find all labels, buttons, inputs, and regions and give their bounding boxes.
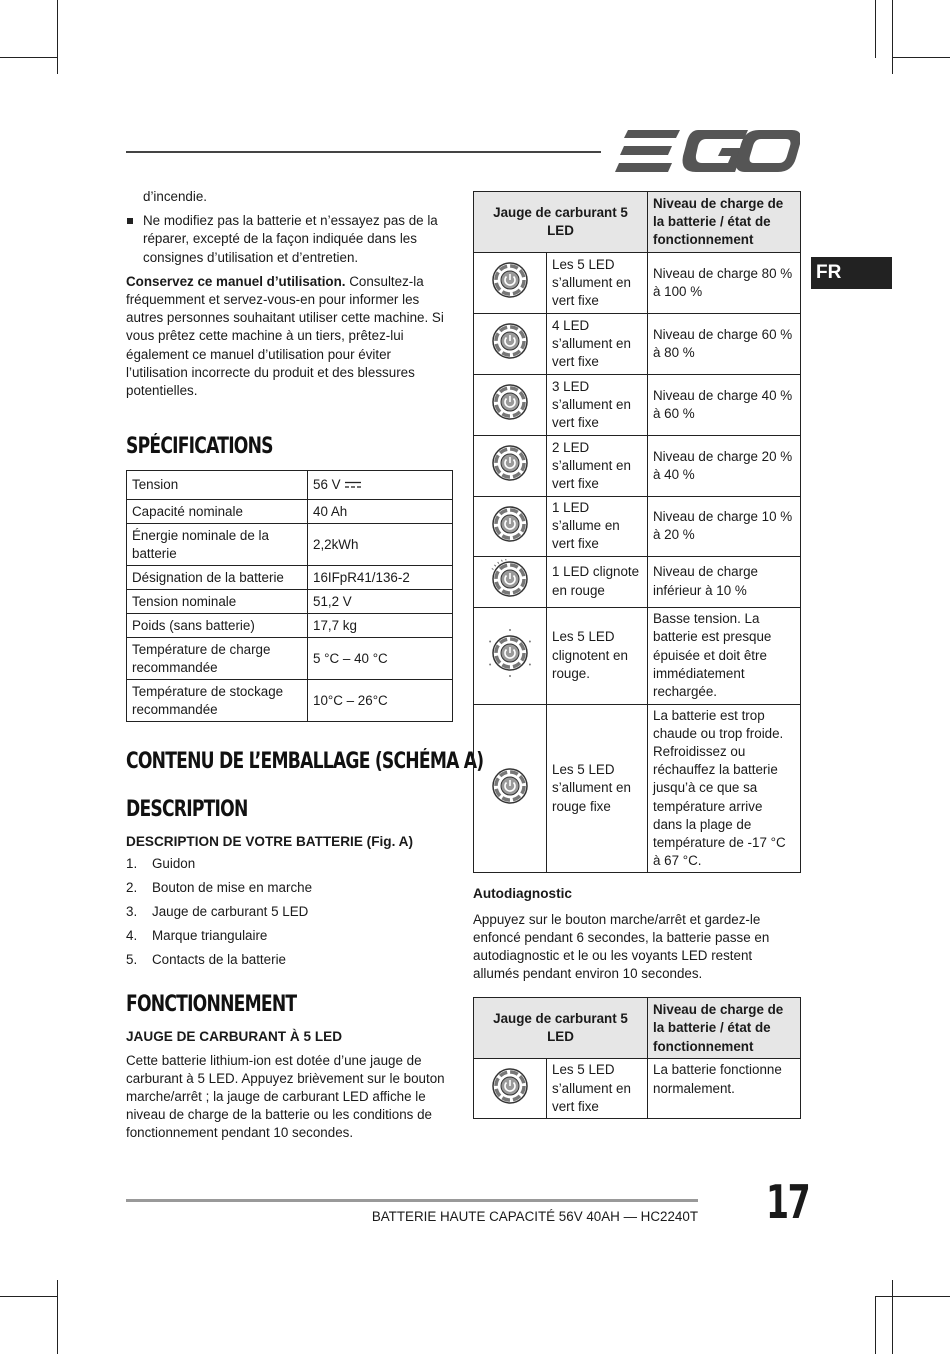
led-icon-cell <box>474 314 547 375</box>
list-item-number: 5. <box>126 952 138 968</box>
crop-mark <box>875 1296 876 1354</box>
self-test-header-gauge: Jauge de carburant 5 LED <box>474 998 648 1059</box>
led-icon-cell <box>474 556 547 607</box>
table-row <box>474 497 801 557</box>
spec-value-text: 51,2 V <box>313 593 352 609</box>
table-row <box>127 566 453 590</box>
led-label: 1 LED s’allume en vert fixe <box>547 497 648 557</box>
led-status: Niveau de charge 40 % à 60 % <box>648 375 801 436</box>
operation-text: Cette batterie lithium-ion est dotée d’une jauge de carburant à 5 LED. Appuyez brièvement sur le bouton marche/arrêt ; la jauge de carburant LED affiche le niveau de charge de la batterie ou les conditions de fonctionnement pendant 10 secondes. <box>126 1052 445 1141</box>
led-label: 4 LED s’allument en vert fixe <box>547 314 648 375</box>
led-label: Les 5 LED s’allument en vert fixe <box>547 253 648 314</box>
keep-manual-bold: Conservez ce manuel d’utilisation. <box>126 273 346 289</box>
table-row <box>127 500 453 524</box>
bullet-square-icon <box>127 218 133 224</box>
led-gauge-blink-icon <box>490 559 530 599</box>
self-test-label: Les 5 LED s’allument en vert fixe <box>547 1059 648 1119</box>
led-gauge-icon <box>490 504 530 544</box>
spec-label: Tension <box>127 471 308 500</box>
spec-value-text: 56 V <box>313 477 341 493</box>
description-title: DESCRIPTION <box>126 797 248 823</box>
spec-label: Poids (sans batterie) <box>127 614 308 638</box>
table-row <box>127 590 453 614</box>
led-status: Niveau de charge inférieur à 10 % <box>648 556 801 607</box>
led-icon-cell <box>474 497 547 557</box>
spec-value <box>308 638 453 680</box>
spec-value-text: 17,7 kg <box>313 617 357 633</box>
crop-mark <box>875 1296 950 1297</box>
table-row <box>127 638 453 680</box>
crop-mark <box>57 0 58 74</box>
self-test-status: La batterie fonctionne normalement. <box>648 1059 801 1119</box>
list-item <box>126 876 453 900</box>
dc-symbol-icon <box>345 476 361 494</box>
header-level: Niveau de charge de la batterie / état de fonctionnement <box>648 192 801 253</box>
table-row <box>127 471 453 500</box>
spec-value-text: 2,2kWh <box>313 536 359 552</box>
spec-value <box>308 590 453 614</box>
spec-label: Température de stockage recommandée <box>127 680 308 722</box>
spec-label: Température de charge recommandée <box>127 638 308 680</box>
self-test-text: Appuyez sur le bouton marche/arrêt et gardez-le enfoncé pendant 6 secondes, la batterie passe en autodiagnostic et le ou les voyants LED restent allumés pendant environ 10 secondes. <box>473 911 770 982</box>
spec-value <box>308 614 453 638</box>
spec-value-text: 10°C – 26°C <box>313 692 388 708</box>
list-item-number: 2. <box>126 880 138 896</box>
spec-value <box>308 500 453 524</box>
table-row <box>474 607 801 704</box>
language-tab: FR <box>811 257 892 289</box>
table-row <box>127 614 453 638</box>
crop-mark <box>57 1280 58 1354</box>
spec-value <box>308 566 453 590</box>
description-list <box>126 852 453 972</box>
list-item-number: 3. <box>126 904 138 920</box>
operation-title: FONCTIONNEMENT <box>126 992 297 1018</box>
list-item-text: Jauge de carburant 5 LED <box>152 904 309 920</box>
specifications-title: SPÉCIFICATIONS <box>126 434 273 460</box>
spec-value <box>308 524 453 566</box>
led-icon-cell <box>474 704 547 873</box>
led-icon-cell <box>474 375 547 436</box>
crop-mark <box>892 1280 893 1354</box>
table-row <box>127 680 453 722</box>
led-status: Niveau de charge 20 % à 40 % <box>648 436 801 497</box>
crop-mark <box>0 1296 57 1297</box>
package-title: CONTENU DE L’EMBALLAGE (SCHÉMA A) <box>126 749 484 775</box>
spec-value-text: 5 °C – 40 °C <box>313 650 388 666</box>
crop-mark <box>0 57 57 58</box>
led-label: Les 5 LED clignotent en rouge. <box>547 607 648 704</box>
spec-value-text: 16IFpR41/136-2 <box>313 569 410 585</box>
list-item <box>126 852 453 876</box>
led-icon-cell <box>474 436 547 497</box>
footer-rule <box>126 1199 698 1202</box>
header-rule <box>126 151 601 153</box>
list-item-number: 1. <box>126 856 138 872</box>
ego-logo <box>614 128 800 174</box>
intro-continuation: d’incendie. <box>143 189 208 204</box>
page-number: 17 <box>766 1175 810 1229</box>
table-row <box>474 1059 801 1119</box>
description-subtitle: DESCRIPTION DE VOTRE BATTERIE (Fig. A) <box>126 834 413 850</box>
footer-text: BATTERIE HAUTE CAPACITÉ 56V 40AH — HC2240T <box>371 1209 698 1224</box>
bullet-item <box>126 212 453 267</box>
led-gauge-icon <box>490 766 530 806</box>
led-icon-cell <box>474 253 547 314</box>
table-row <box>474 253 801 314</box>
led-gauge-blink-all-icon <box>484 627 536 679</box>
led-label: 3 LED s’allument en vert fixe <box>547 375 648 436</box>
led-status: Niveau de charge 60 % à 80 % <box>648 314 801 375</box>
table-row <box>474 314 801 375</box>
list-item-text: Bouton de mise en marche <box>152 880 313 896</box>
led-label: Les 5 LED s’allument en rouge fixe <box>547 704 648 873</box>
spec-label: Énergie nominale de la batterie <box>127 524 308 566</box>
spec-value <box>308 471 453 500</box>
bullet-text: Ne modifiez pas la batterie et n’essayez pas de la réparer, excepté de la façon indiquée dans les consignes d’utilisation et d’entretien. <box>143 213 438 265</box>
table-row <box>474 375 801 436</box>
list-item <box>126 948 453 972</box>
led-gauge-icon <box>490 1066 530 1106</box>
led-gauge-icon <box>490 443 530 483</box>
list-item-number: 4. <box>126 928 138 944</box>
right-column <box>473 191 801 1119</box>
led-label: 2 LED s’allument en vert fixe <box>547 436 648 497</box>
led-status: Basse tension. La batterie est presque épuisée et doit être immédiatement rechargée. <box>648 607 801 704</box>
spec-label: Désignation de la batterie <box>127 566 308 590</box>
spec-label: Tension nominale <box>127 590 308 614</box>
self-test-table <box>473 997 801 1119</box>
led-status: Niveau de charge 10 % à 20 % <box>648 497 801 557</box>
crop-mark <box>892 0 893 74</box>
led-gauge-icon <box>490 321 530 361</box>
led-gauge-table <box>473 191 801 873</box>
table-row <box>474 556 801 607</box>
table-row <box>474 436 801 497</box>
list-item-text: Contacts de la batterie <box>152 952 286 968</box>
list-item-text: Marque triangulaire <box>152 928 268 944</box>
led-gauge-icon <box>490 382 530 422</box>
list-item <box>126 900 453 924</box>
self-test-title: Autodiagnostic <box>473 886 572 902</box>
crop-mark <box>875 0 876 58</box>
spec-value <box>308 680 453 722</box>
list-item <box>126 924 453 948</box>
led-label: 1 LED clignote en rouge <box>547 556 648 607</box>
keep-manual-text: Consultez-la fréquemment et servez-vous-en pour informer les autres personnes souhaitant utiliser cette machine. Si vous prêtez cette machine à un tiers, prêtez-lui également ce manuel d’utilisation pour éviter l’utilisation incorrecte du produit et des blessures potentielles. <box>126 273 444 399</box>
specifications-table <box>126 470 453 722</box>
keep-manual-paragraph <box>126 273 453 400</box>
table-row <box>474 704 801 873</box>
led-icon-cell <box>474 607 547 704</box>
led-status: Niveau de charge 80 % à 100 % <box>648 253 801 314</box>
list-item-text: Guidon <box>152 856 196 872</box>
spec-label: Capacité nominale <box>127 500 308 524</box>
operation-subtitle: JAUGE DE CARBURANT À 5 LED <box>126 1029 343 1045</box>
self-test-icon-cell <box>474 1059 547 1119</box>
led-status: La batterie est trop chaude ou trop froide. Refroidissez ou réchauffez la batterie jusqu’à ce que sa température arrive dans la plage de température de -17 °C à 67 °C. <box>648 704 801 873</box>
header-gauge: Jauge de carburant 5 LED <box>474 192 648 253</box>
crop-mark <box>892 57 950 58</box>
self-test-header-level: Niveau de charge de la batterie / état de fonctionnement <box>648 998 801 1059</box>
led-gauge-icon <box>490 260 530 300</box>
table-row <box>127 524 453 566</box>
left-column <box>126 188 484 1143</box>
spec-value-text: 40 Ah <box>313 503 348 519</box>
